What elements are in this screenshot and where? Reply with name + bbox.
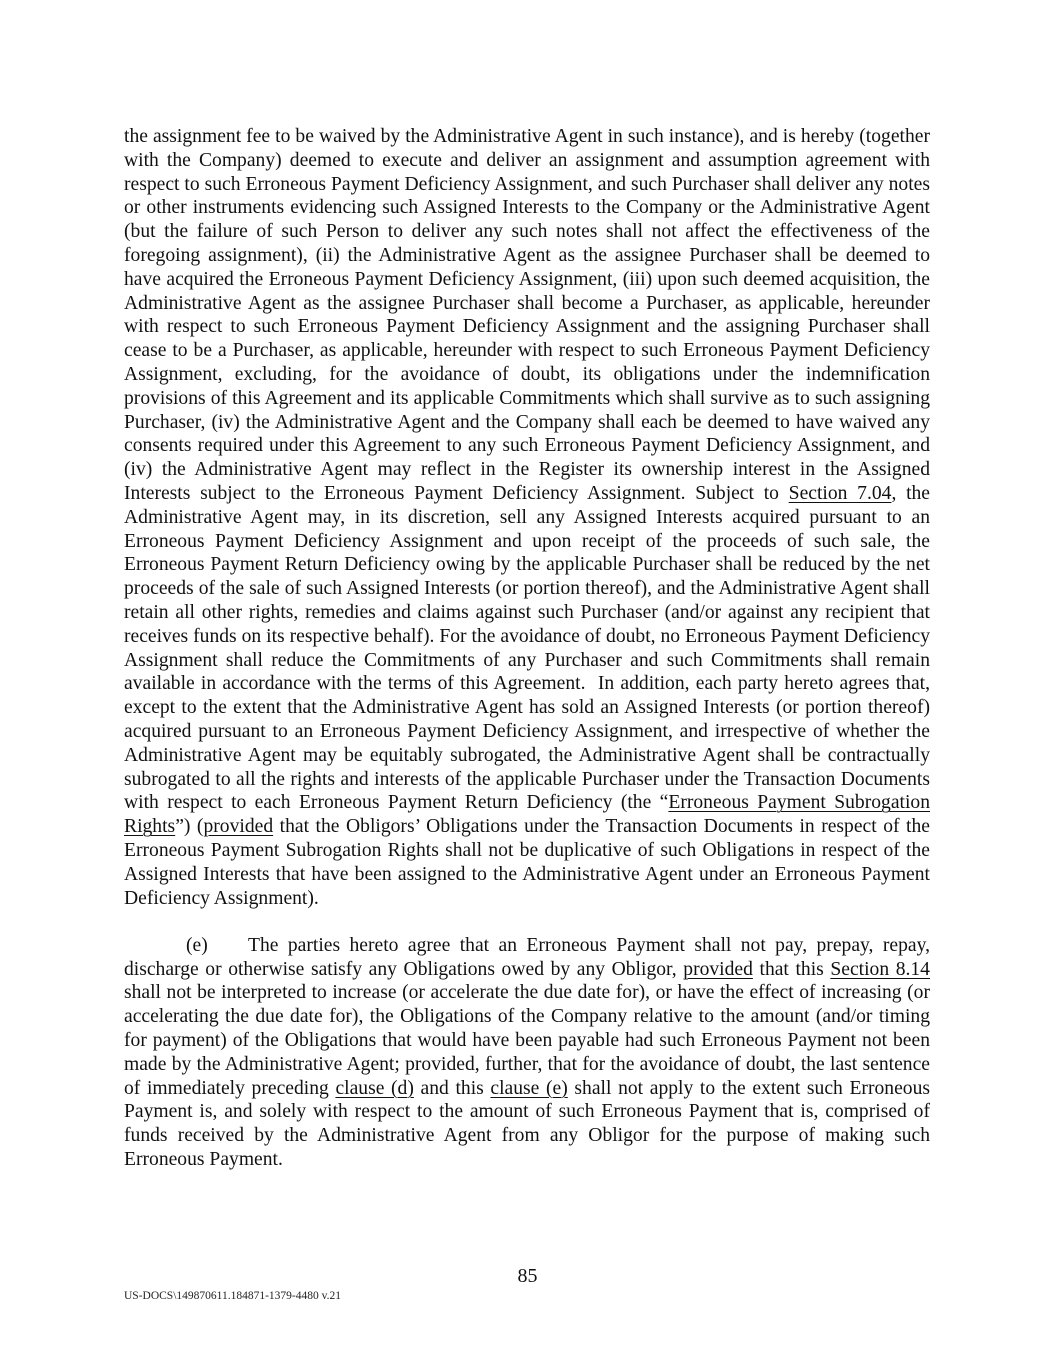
paragraph-e-text-2: that this (752, 958, 831, 980)
document-id-footer: US-DOCS\149870611.184871-1379-4480 v.21 (124, 1290, 342, 1302)
paragraph-e-text-4: and this (413, 1077, 491, 1099)
clause-e-reference: clause (e) (490, 1077, 568, 1099)
erroneous-payment-subrogation-rights-term: Erroneous Payment Subrogation Rights (124, 792, 930, 838)
paragraph-e-text-3: shall not be interpreted to increase (or accelerate the due date for), or have the effect of increasing (or accelerating the due date for), the Obligations of the Company relative to the amount (and/or timing for payment) of the Obligations that would have been payable had such Erroneous Payment not been made by the Administrative Agent; provided, further, that for the avoidance of doubt, the last sentence of immediately preceding (124, 982, 930, 1099)
paragraph-e-label: (e) (186, 934, 208, 956)
paragraph-d-text-3: ”) ( (175, 816, 204, 838)
paragraph-d-text-1: the assignment fee to be waived by the Administrative Agent in such instance), and is hereby (together with the Company) deemed to execute and deliver an assignment and assumption agreement with respect to such Erroneous Payment Deficiency Assignment, and such Purchaser shall deliver any notes or other instruments evidencing such Assigned Interests to the Company or the Administrative Agent (but the failure of such Person to deliver any such notes shall not affect the effectiveness of the foregoing assignment), (ii) the Administrative Agent as the assignee Purchaser shall be deemed to have acquired the Erroneous Payment Deficiency Assignment, (iii) upon such deemed acquisition, the Administrative Agent as the assignee Purchaser shall become a Purchaser, as applicable, hereunder with respect to such Erroneous Payment Deficiency Assignment and the assigning Purchaser shall cease to be a Purchaser, as applicable, hereunder with respect to such Erroneous Payment Deficiency Assignment, excluding, for the avoidance of doubt, its obligations under the indemnification provisions of this Agreement and its applicable Commitments which shall survive as to such assigning Purchaser, (iv) the Administrative Agent and the Company shall each be deemed to have waived any consents required under this Agreement to any such Erroneous Payment Deficiency Assignment, and (iv) the Administrative Agent may reflect in the Register its ownership interest in the Assigned Interests subject to the Erroneous Payment Deficiency Assignment. Subject to (124, 126, 930, 504)
paragraph-e-text-5: shall not apply to the extent such Erroneous Payment is, and solely with respect to the amount of such Erroneous Payment that is, comprised of funds received by the Administrative Agent from any Obligor for the purpose of making such Erroneous Payment. (124, 1077, 930, 1170)
clause-d-reference: clause (d) (335, 1077, 414, 1099)
section-8-14-reference: Section 8.14 (830, 958, 930, 980)
paragraph-e (124, 934, 930, 1172)
page-number: 85 (517, 1265, 538, 1287)
provided-term: provided (203, 816, 274, 838)
paragraph-d-continuation (124, 125, 930, 910)
document-body (124, 125, 930, 1172)
paragraph-e-text-1: The parties hereto agree that an Erroneous Payment shall not pay, prepay, repay, discharge or otherwise satisfy any Obligations owed by any Obligor, (124, 934, 930, 980)
paragraph-d-text-2: , the Administrative Agent may, in its discretion, sell any Assigned Interests acquired pursuant to an Erroneous Payment Deficiency Assignment and upon receipt of the proceeds of such sale, the Erroneous Payment Return Deficiency owing by the applicable Purchaser shall be reduced by the net proceeds of the sale of such Assigned Interests (or portion thereof), and the Administrative Agent shall retain all other rights, remedies and claims against such Purchaser (and/or against any recipient that receives funds on its respective behalf). For the avoidance of doubt, no Erroneous Payment Deficiency Assignment shall reduce the Commitments of any Purchaser and such Commitments shall remain available in accordance with the terms of this Agreement. In addition, each party hereto agrees that, except to the extent that the Administrative Agent has sold an Assigned Interests (or portion thereof) acquired pursuant to an Erroneous Payment Deficiency Assignment, and irrespective of whether the Administrative Agent may be equitably subrogated, the Administrative Agent shall be contractually subrogated to all the rights and interests of the applicable Purchaser under the Transaction Documents with respect to each Erroneous Payment Return Deficiency (the “ (124, 482, 931, 814)
section-7-04-reference: Section 7.04 (788, 482, 892, 504)
paragraph-d-text-4: that the Obligors’ Obligations under the Transaction Documents in respect of the Erroneous Payment Subrogation Rights shall not be duplicative of such Obligations in respect of the Assigned Interests that have been assigned to the Administrative Agent under an Erroneous Payment Deficiency Assignment). (124, 816, 930, 909)
provided-term-e: provided (683, 958, 753, 980)
